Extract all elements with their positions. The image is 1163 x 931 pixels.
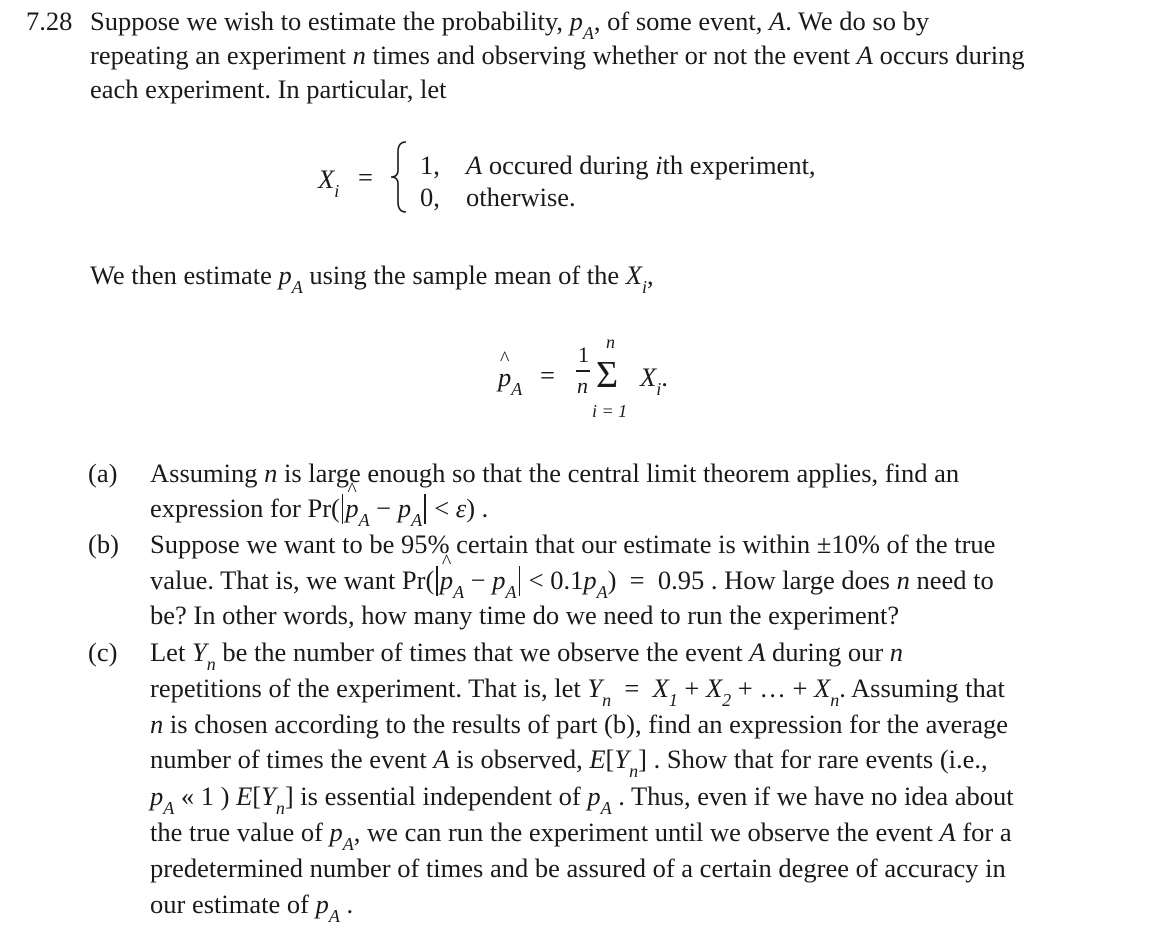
part-a-line-2: expression for Pr(^ $p_A - p_A < \varepsilon$) .: [150, 494, 488, 524]
problem-number: 7.28: [26, 6, 73, 36]
part-c-line-6: the true value of $p_A$, we can run the experiment until we observe the event A for a: [150, 817, 1012, 854]
part-c-line-8: our estimate of $p_A$ .: [150, 889, 354, 926]
part-a-line-1: Assuming n is large enough so that the central limit theorem applies, find an: [150, 458, 960, 488]
part-c-line-2: repetitions of the experiment. That is, let $Y_n = X_1 + X_2$ + … + $X_n$. Assuming that: [150, 673, 1005, 710]
part-c-line-7: predetermined number of times and be assured of a certain degree of accuracy in: [150, 853, 1006, 883]
estimator-equals: =: [540, 360, 555, 390]
part-c-line-1: Let $Y_n$ be the number of times that we observe the event A during our n: [150, 637, 904, 674]
intro-line-1: Suppose we wish to estimate the probability, $p_A$, of some event, A. We do so by: [90, 6, 930, 43]
sum-upper: n: [606, 332, 615, 352]
part-c-label: (c): [88, 637, 118, 667]
intro-line-2: repeating an experiment n times and observing whether or not the event A occurs during: [90, 40, 1025, 70]
case2-text: otherwise.: [466, 182, 576, 212]
fraction-bar: [576, 370, 590, 372]
indicator-equals: =: [358, 162, 373, 192]
case1-value: 1,: [420, 150, 440, 180]
estimate-sentence: We then estimate $p_A$ using the sample mean of the $X_i$,: [90, 260, 654, 297]
part-b-line-2: value. That is, we want Pr(^ $p_A - p_A < 0.1p_A) = 0.95$ . How large does n need to: [150, 566, 994, 596]
left-brace: [388, 140, 410, 214]
part-b-line-3: be? In other words, how many time do we need to run the experiment?: [150, 600, 900, 630]
fraction-numerator: 1: [578, 342, 589, 367]
part-b-label: (b): [88, 529, 119, 559]
fraction-denominator: n: [577, 373, 588, 398]
estimator-lhs: ^ $p_A$: [498, 364, 522, 391]
part-a-label: (a): [88, 458, 118, 488]
sum-lower: i = 1: [592, 401, 628, 421]
part-c-line-4: number of times the event A is observed, $E[Y_n]$ . Show that for rare events (i.e.,: [150, 744, 988, 781]
case1-text: A occured during ith experiment,: [466, 150, 816, 180]
part-c-line-5: $p_A$ « 1 ) $E[Y_n]$ is essential independent of $p_A$ . Thus, even if we have no idea about: [150, 781, 1014, 818]
sum-symbol: Σ: [596, 354, 619, 396]
intro-line-3: each experiment. In particular, let: [90, 74, 447, 104]
summand: $X_i$.: [640, 362, 668, 399]
part-b-line-1: Suppose we want to be 95% certain that our estimate is within ±10% of the true: [150, 529, 996, 559]
part-c-line-3: n is chosen according to the results of part (b), find an expression for the average: [150, 709, 1009, 739]
case2-value: 0,: [420, 182, 440, 212]
indicator-lhs: $X_i$: [318, 164, 340, 201]
